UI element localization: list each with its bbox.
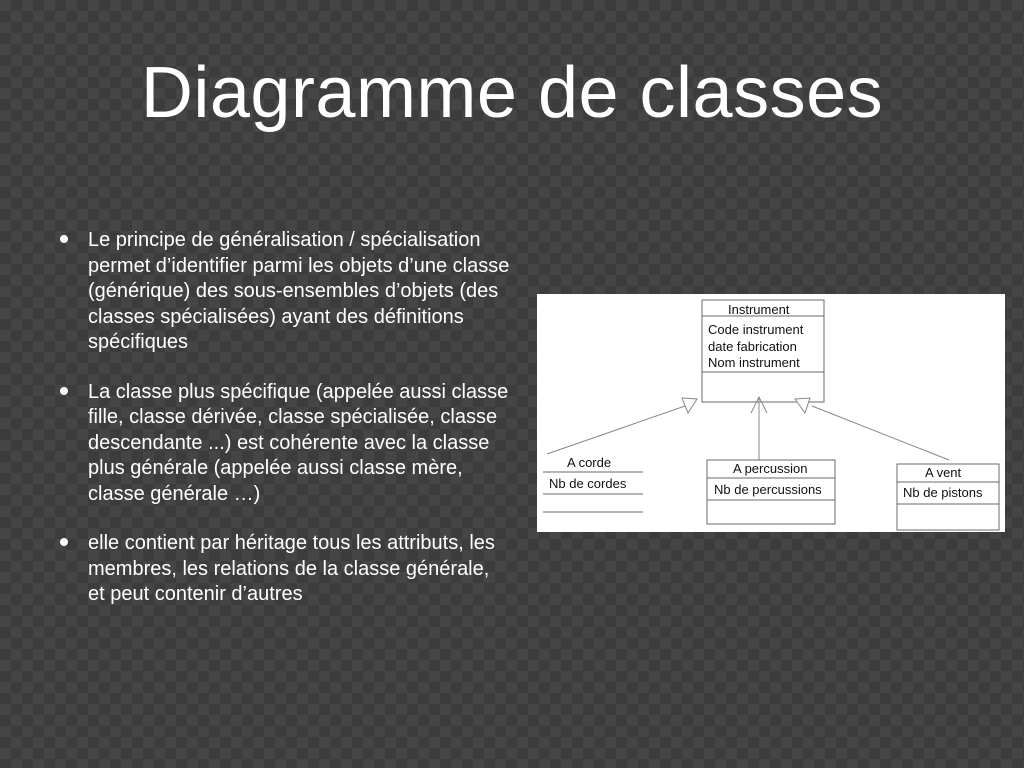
bullet-list [60,228,510,632]
bullet-text: La classe plus spécifique (appelée aussi classe fille, classe dérivée, classe spécialisée, classe descendante ...) est cohérente avec la classe plus générale (appelée aussi classe mère, classe générale …) [88,380,509,505]
class-attribute: Nom instrument [708,355,800,370]
slide-title: Diagramme de classes [140,53,884,133]
bullet-item [60,531,510,608]
class-attribute: Nb de pistons [903,485,983,500]
class-name-a-vent: A vent [925,465,962,480]
class-name-a-corde: A corde [567,455,612,470]
class-attribute: Nb de percussions [714,482,822,497]
bullet-dot-icon [60,235,68,243]
inheritance-lines [547,397,949,460]
bullet-dot-icon [60,387,68,395]
class-name-instrument: Instrument [728,302,790,317]
bullet-text: Le principe de généralisation / spécialisation permet d’identifier parmi les objets d’une classe (générique) des sous-ensembles d’objets (des classes spécialisées) ayant des définitions spécifiques [88,229,510,353]
class-diagram-svg [537,294,1005,532]
class-attribute: date fabrication [708,339,797,354]
inheritance-arrow-icon [682,398,697,413]
class-attribute: Nb de cordes [549,476,627,491]
class-name-a-percussion: A percussion [733,461,808,476]
bullet-text: elle contient par héritage tous les attributs, les membres, les relations de la classe générale, et peut contenir d’autres [88,532,495,605]
inheritance-arrow-icon [795,398,810,413]
bullet-item [60,380,510,508]
class-diagram [537,294,1005,532]
class-attribute: Code instrument [708,322,804,337]
bullet-dot-icon [60,538,68,546]
bullet-item [60,228,510,356]
